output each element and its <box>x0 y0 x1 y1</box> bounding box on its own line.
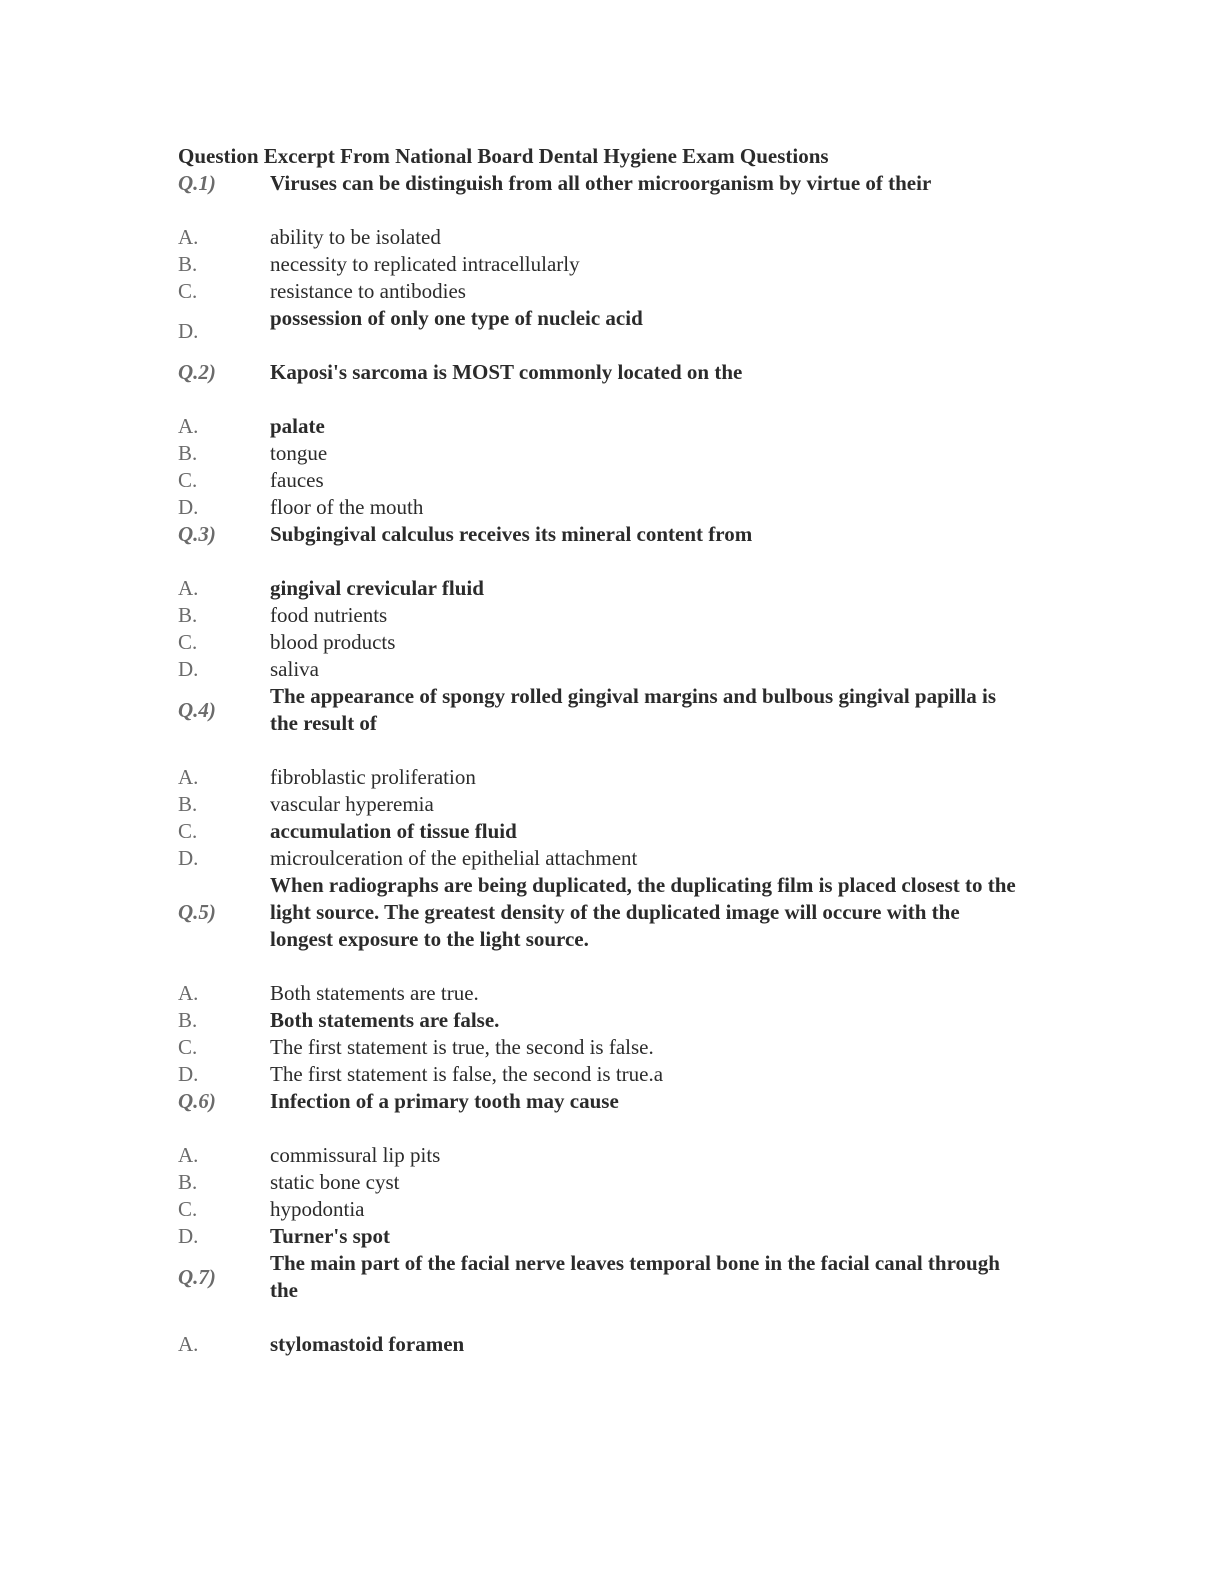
option-letter: A. <box>178 414 199 438</box>
option-letter: D. <box>178 657 199 681</box>
option-text: blood products <box>270 630 396 654</box>
option-letter: A. <box>178 576 199 600</box>
question-4 <box>178 683 1018 737</box>
question-number: Q.5) <box>178 900 216 924</box>
question-text: Kaposi's sarcoma is MOST commonly located on the <box>270 360 743 384</box>
option-text: ability to be isolated <box>270 225 441 249</box>
option-letter: B. <box>178 603 198 627</box>
answer-option <box>178 818 1018 845</box>
answer-option <box>178 629 1018 656</box>
option-text-correct: Turner's spot <box>270 1224 391 1248</box>
question-1 <box>178 170 1018 197</box>
option-letter: A. <box>178 981 199 1005</box>
option-letter: D. <box>178 495 199 519</box>
answer-option <box>178 1169 1018 1196</box>
question-6 <box>178 1088 1018 1115</box>
option-text-correct: possession of only one type of nucleic acid <box>270 306 643 330</box>
answer-option <box>178 1034 1018 1061</box>
option-letter: A. <box>178 1332 199 1356</box>
option-text: resistance to antibodies <box>270 279 466 303</box>
question-text: Subgingival calculus receives its mineral content from <box>270 522 753 546</box>
question-2 <box>178 359 1018 386</box>
option-text-correct: stylomastoid foramen <box>270 1332 465 1356</box>
option-text: vascular hyperemia <box>270 792 434 816</box>
answer-option <box>178 1061 1018 1088</box>
option-letter: C. <box>178 819 198 843</box>
answer-option <box>178 845 1018 872</box>
answer-option <box>178 656 1018 683</box>
option-letter: D. <box>178 1062 199 1086</box>
question-text: When radiographs are being duplicated, the duplicating film is placed closest to the light source. The greatest density of the duplicated image will occure with the longest exposure to the light source. <box>270 873 1016 951</box>
answer-option <box>178 602 1018 629</box>
question-text: Viruses can be distinguish from all other microorganism by virtue of their <box>270 171 932 195</box>
option-text: saliva <box>270 657 319 681</box>
option-letter: A. <box>178 765 199 789</box>
option-letter: C. <box>178 279 198 303</box>
option-text: hypodontia <box>270 1197 365 1221</box>
document-page <box>178 143 1018 1358</box>
option-text: commissural lip pits <box>270 1143 441 1167</box>
answer-option <box>178 980 1018 1007</box>
question-number: Q.1) <box>178 171 216 195</box>
document-title: Question Excerpt From National Board Dental Hygiene Exam Questions <box>178 144 829 168</box>
option-text-correct: Both statements are false. <box>270 1008 500 1032</box>
answer-option <box>178 1196 1018 1223</box>
option-text: microulceration of the epithelial attachment <box>270 846 638 870</box>
option-letter: D. <box>178 319 199 343</box>
option-text: static bone cyst <box>270 1170 400 1194</box>
option-letter: B. <box>178 792 198 816</box>
answer-option <box>178 791 1018 818</box>
question-number: Q.6) <box>178 1089 216 1113</box>
answer-option <box>178 251 1018 278</box>
option-text-correct: palate <box>270 414 325 438</box>
answer-option <box>178 278 1018 305</box>
answer-option <box>178 224 1018 251</box>
question-3 <box>178 521 1018 548</box>
answer-option <box>178 440 1018 467</box>
answer-option <box>178 305 1018 359</box>
option-text: tongue <box>270 441 328 465</box>
option-text-correct: gingival crevicular fluid <box>270 576 484 600</box>
answer-option <box>178 413 1018 440</box>
option-text: floor of the mouth <box>270 495 424 519</box>
answer-option <box>178 1223 1018 1250</box>
option-letter: C. <box>178 468 198 492</box>
question-7 <box>178 1250 1018 1304</box>
answer-option <box>178 467 1018 494</box>
answer-option <box>178 494 1018 521</box>
option-text: food nutrients <box>270 603 388 627</box>
option-text: The first statement is false, the second is true.a <box>270 1062 664 1086</box>
question-number: Q.4) <box>178 697 216 722</box>
option-text: Both statements are true. <box>270 981 479 1005</box>
question-text: Infection of a primary tooth may cause <box>270 1089 619 1113</box>
option-text: fauces <box>270 468 324 492</box>
answer-option <box>178 1331 1018 1358</box>
option-text: The first statement is true, the second is false. <box>270 1035 654 1059</box>
answer-option <box>178 575 1018 602</box>
option-letter: A. <box>178 225 199 249</box>
question-5 <box>178 872 1018 953</box>
option-letter: A. <box>178 1143 199 1167</box>
option-text: necessity to replicated intracellularly <box>270 252 580 276</box>
question-number: Q.2) <box>178 360 216 384</box>
option-letter: D. <box>178 1224 199 1248</box>
option-letter: C. <box>178 630 198 654</box>
option-letter: D. <box>178 846 199 870</box>
option-letter: B. <box>178 441 198 465</box>
answer-option <box>178 1007 1018 1034</box>
option-letter: C. <box>178 1035 198 1059</box>
option-letter: B. <box>178 1008 198 1032</box>
option-letter: B. <box>178 1170 198 1194</box>
option-text-correct: accumulation of tissue fluid <box>270 819 517 843</box>
question-text: The main part of the facial nerve leaves temporal bone in the facial canal through the <box>270 1251 1000 1302</box>
option-letter: C. <box>178 1197 198 1221</box>
option-letter: B. <box>178 252 198 276</box>
question-number: Q.3) <box>178 522 216 546</box>
question-text: The appearance of spongy rolled gingival margins and bulbous gingival papilla is the result of <box>270 684 997 735</box>
answer-option <box>178 764 1018 791</box>
question-number: Q.7) <box>178 1264 216 1289</box>
answer-option <box>178 1142 1018 1169</box>
option-text: fibroblastic proliferation <box>270 765 476 789</box>
